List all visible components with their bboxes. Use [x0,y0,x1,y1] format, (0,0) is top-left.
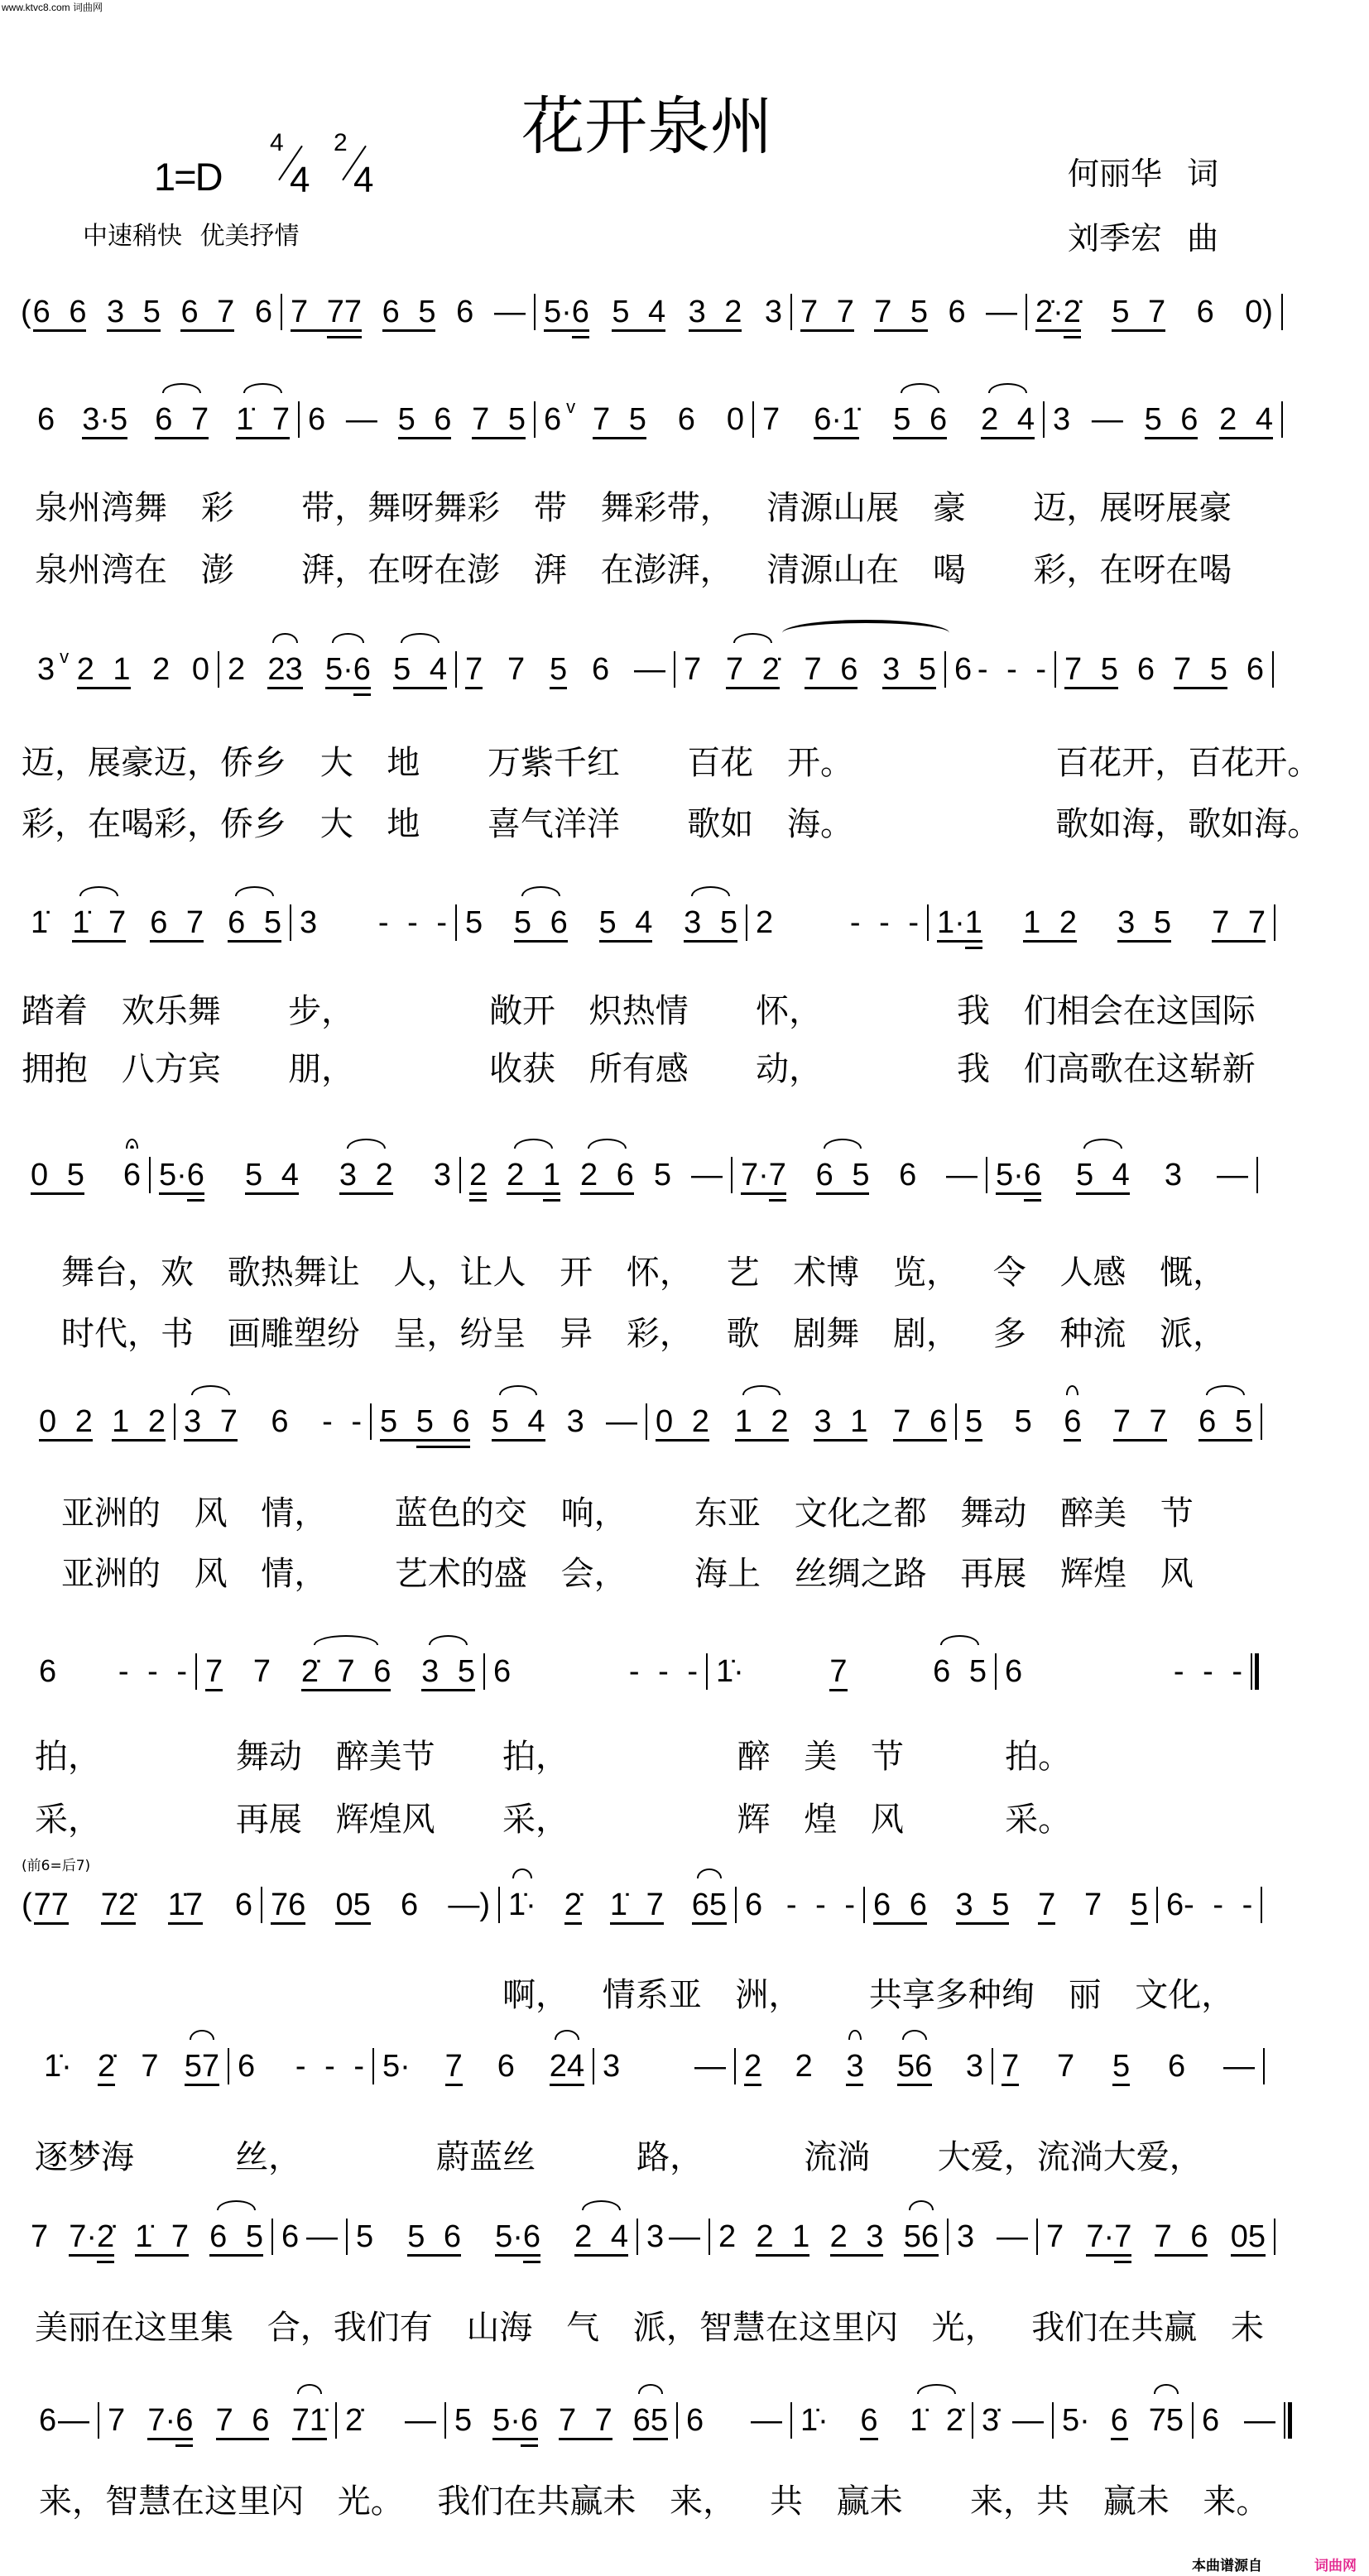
notes: 5 [356,2219,374,2254]
notes: 2 [469,1158,488,1192]
notes: 3 7 [184,1404,238,1439]
notes: 2 [718,2219,737,2254]
transposition-note: (前6=后7) [22,1858,91,1874]
notes: 6 [1166,1888,1184,1922]
notes: 5 [1014,1404,1032,1439]
notes: 2 [152,652,171,687]
notes: 5 [465,905,483,940]
sixteenth-notes: 6 [522,2219,541,2254]
notes: 3 5 [684,905,737,940]
notes: 1̇ 7 [72,905,127,940]
notes: - - [322,1404,362,1439]
notes: 3 [1053,402,1071,437]
notes: 1 2 [734,1404,789,1439]
notes: 7 [829,1654,848,1689]
notes: - - - [377,905,447,940]
sixteenth-notes: 6 [520,2403,539,2438]
notes: — [985,295,1017,329]
notes: 5 [965,1404,983,1439]
notes-part: 1· [937,905,965,940]
tempo-marking: 中速稍快 优美抒情 [83,222,300,251]
key-signature: 1=D [154,155,222,199]
notes: 2 1 [76,652,131,687]
notes: 2̇ [564,1888,582,1922]
lyric-line: 彩，在喝彩，侨乡 大 地 喜气洋洋 歌如 海。 歌如海，歌如海。 [22,805,1321,843]
notes: - - - [628,1654,698,1689]
notes: 6 [948,295,966,329]
notes: 7 [31,2219,49,2254]
lyric-line: 采， 再展 辉煌风 采， 辉 煌 风 采。 [35,1801,1072,1839]
notes: 6 [39,2403,57,2438]
notes: 6 [1246,652,1264,687]
bracket: ( [22,1888,32,1922]
notes: 3 1 [814,1404,868,1439]
notes: — [997,2219,1028,2254]
notes: 5 [454,2403,473,2438]
notes: 5 4 [1075,1158,1130,1192]
notes: 3 5 [107,295,161,329]
notes-part: 5· [324,652,353,687]
notes: 7 [684,652,702,687]
notes: 1̇· [716,1654,744,1689]
notes: 6 [493,1654,512,1689]
notes: 6·1̇ [814,402,860,437]
notes: 24 [549,2049,584,2084]
sixteenth-notes: 1 [964,905,982,940]
notes: 6 [122,1158,141,1192]
lyric-line: 亚洲的 风 情， 蓝色的交 响， 东亚 文化之都 舞动 醉美 节 [61,1494,1194,1533]
song-title: 花开泉州 [521,89,773,163]
notes: 6 [899,1158,917,1192]
notes: 1̇7 [167,1888,204,1922]
notes: 1̇ 7 [135,2219,190,2254]
notes: 6 5 [228,905,281,940]
notes: 7 2̇ [725,652,780,687]
notes: 5 4 [598,905,653,940]
notes: 6 7 [155,402,209,437]
notes: 6 5 [933,1654,987,1689]
notes: 6 [1136,652,1155,687]
sixteenth-notes: 6 [1023,1158,1041,1192]
notes: 6 7 [150,905,204,940]
notes: 3 [957,2219,975,2254]
notes: 6 [400,1888,419,1922]
notes: - - - [785,1888,855,1922]
notes: 2̇ [345,2403,363,2438]
notes: - - - [1184,1888,1253,1922]
lyric-line: 踏着 欢乐舞 步， 敞开 炽热情 怀， 我 们相会在这国际 [22,992,1256,1030]
notes: 6 [745,1888,763,1922]
notes: — [345,402,377,437]
lyric-line: 来，智慧在这里闪 光。 我们在共赢未 来， 共 赢未 来，共 赢未 来。 [39,2482,1270,2521]
lyric-line: 时代，书 画雕塑纷 呈，纷呈 异 彩， 歌 剧舞 剧， 多 种流 派， [61,1315,1227,1353]
notes: 2 4 [574,2219,628,2254]
notes: 7 5 [472,402,526,437]
notes: 1̇· [44,2049,72,2084]
time-signature-denominator: 4 [290,160,310,200]
notes: 6 [497,2049,515,2084]
notes: 71̇ [291,2403,327,2438]
notes: 7 [1057,2049,1075,2084]
bracket: ( [21,295,31,329]
notes: 56 [903,2219,939,2254]
notes: 5 6 [893,402,948,437]
lyric-line: 拥抱 八方宾 朋， 收获 所有感 动， 我 们高歌在这崭新 [22,1050,1256,1088]
notes: 7 [1038,1888,1056,1922]
notes: 5 7 [1112,295,1166,329]
notes: 57 [184,2049,219,2084]
notes: 2 [795,2049,813,2084]
notes: 6 [1064,1404,1082,1439]
notes: 3 [433,1158,451,1192]
lyric-line: 亚洲的 风 情， 艺术的盛 会， 海上 丝绸之路 再展 辉煌 风 [61,1555,1194,1593]
notes: 6 5 [815,1158,870,1192]
notes: 3 [603,2049,621,2084]
notes: — [58,2403,89,2438]
notes: 6 [544,402,562,437]
lyric-line: 逐梦海 丝， 蔚蓝丝 路， 流淌 大爱，流淌大爱， [35,2138,1203,2176]
notes: — [945,1158,978,1192]
notes: 7 6 [1154,2219,1208,2254]
notes: 5· [1062,2403,1090,2438]
notes: 3 5 [421,1654,475,1689]
notes: — [405,2403,436,2438]
notes: 1̇ [31,905,49,940]
lyric-line: 美丽在这里集 合，我们有 山海 气 派，智慧在这里闪 光， 我们在共赢 未 [35,2309,1265,2347]
notes: 7 7 [1112,1404,1167,1439]
notes: 5 4 [245,1158,299,1192]
notes: 3 5 [955,1888,1010,1922]
notes: 6 [39,1654,57,1689]
notes: 1 2 [112,1404,166,1439]
lyric-line: 啊， 情系亚 洲， 共享多种绚 丽 文化， [502,1976,1235,2014]
source-label: 本曲谱源自 [1192,2558,1262,2574]
notes: 2 [744,2049,762,2084]
notes: 1̇ 7 [609,1888,664,1922]
notes: 7 5 [1064,652,1118,687]
notes: 7 [444,2049,463,2084]
notes: 1̇ 2̇ [910,2403,963,2438]
notes: — [1091,402,1123,437]
notes: 0 2 [656,1404,709,1439]
notes: 6 [281,2219,300,2254]
notes: 2 [756,905,774,940]
notes: — [634,652,665,687]
notes-part: 2̇· [1035,295,1064,329]
notes: 5 6 [1144,402,1198,437]
notes-part: 5· [495,2219,523,2254]
notes: 2 [228,652,246,687]
lyric-line: 泉州湾舞 彩 带，舞呀舞彩 带 舞彩带， 清源山展 豪 迈，展呀展豪 [35,489,1232,527]
notes: 5 6 [407,2219,462,2254]
notes: 6 [234,1888,252,1922]
notes: 7 [1002,2049,1020,2084]
notes: — [1012,2403,1044,2438]
notes: 05 [1230,2219,1266,2254]
notes: 7 [1046,2219,1064,2254]
notes: 1 2 [1023,905,1077,940]
notes: — [306,2219,338,2254]
notes: 77 [33,1888,69,1922]
notes: 5 6 [513,905,568,940]
notes: 5 4 [491,1404,545,1439]
notes-part: 5· [544,295,572,329]
notes: 6 [1196,295,1214,329]
notes: 6 7 [180,295,235,329]
notes: 2 6 [579,1158,634,1192]
notes: — [1217,1158,1248,1192]
notes: 7 7 [558,2403,612,2438]
notes: 65 [691,1888,727,1922]
notes-part: 7· [1086,2219,1115,2254]
notes: — [690,1158,723,1192]
notes: 5 [1112,2049,1131,2084]
notes: 6 [1110,2403,1128,2438]
time-signature-denominator: 4 [353,160,374,200]
notes: 6 [37,402,55,437]
notes: 6 [456,295,474,329]
notes: 3 [764,295,782,329]
notes: 3 2 [688,295,742,329]
notes: 6 [308,402,326,437]
sixteenth-notes: 2̇ [1063,295,1081,329]
notes: 65 [632,2403,668,2438]
notes: 7 6 [215,2403,270,2438]
notes: — [493,295,526,329]
time-signature-numerator: 2 [334,129,348,156]
site-watermark: www.ktvc8.com 词曲网 [2,2,103,13]
notes: 2 3 [829,2219,884,2254]
notes: 6 [238,2049,256,2084]
notes: 6 [686,2403,704,2438]
notes: 6 [271,1404,289,1439]
notes: 5 [653,1158,671,1192]
notes: 3 [846,2049,864,2084]
notes: 3 [965,2049,983,2084]
sixteenth-notes: 1 [542,1158,560,1192]
sixteenth-notes: 6 [175,2403,194,2438]
source-site-name: 词曲网 [1314,2558,1357,2574]
notes-part: 2 [507,1158,543,1192]
notes: 2 4 [1219,402,1273,437]
notes: 1̇ 7 [236,402,290,437]
notes: - - - [849,905,919,940]
notes-part: 5· [996,1158,1024,1192]
sixteenth-notes: 5 6 [416,1404,470,1439]
notes-part: 7· [741,1158,769,1192]
notes: 3 5 [1117,905,1171,940]
notes: 3 [300,905,318,940]
sixteenth-notes: 7 [1114,2219,1132,2254]
notes: 5 4 [612,295,666,329]
notes: 0 5 [31,1158,84,1192]
notes: 2̇ [98,2049,116,2084]
notes: — [1223,2049,1255,2084]
notes: 0 2 [39,1404,93,1439]
lyricist-credit: 何丽华 词 [1068,156,1219,192]
notes: 72̇ [100,1888,136,1922]
notes: 3 [1164,1158,1182,1192]
notes: — [605,1404,637,1439]
notes: 7 7 [1212,905,1266,940]
notes: 3 [566,1404,584,1439]
notes-part: 5· [492,2403,521,2438]
notes: 7 [465,652,483,687]
notes: — [1244,2403,1275,2438]
lyric-line: 泉州湾在 澎 湃，在呀在澎 湃 在澎湃， 清源山在 喝 彩，在呀在喝 [35,551,1232,589]
notes: 7 [108,2403,126,2438]
notes: 7 [205,1654,223,1689]
notes-part: 7· [69,2219,98,2254]
notes: 6 5 [209,2219,263,2254]
time-signature-numerator: 4 [270,129,284,156]
sixteenth-notes: 6 [353,652,371,687]
notes: 6 5 [1198,1404,1252,1439]
notes: 0) [1245,295,1273,329]
notes: 3·5 [82,402,128,437]
notes: 7 6 [893,1404,947,1439]
notes: 3 [646,2219,665,2254]
notes: 6 6 [32,295,87,329]
notes: - - - [1173,1654,1242,1689]
notes: 75 [1148,2403,1184,2438]
notes: 7 7 [800,295,854,329]
notes: 6 [254,295,272,329]
notes-part: 5· [159,1158,187,1192]
notes: 7 [507,652,526,687]
notes: 7 5 [593,402,646,437]
sixteenth-notes: 7 [768,1158,786,1192]
notes: —) [448,1888,490,1922]
notes: 23 [267,652,303,687]
lyric-line: 舞台，欢 歌热舞让 人，让人 开 怀， 艺 术博 览， 令 人感 慨， [61,1254,1227,1292]
sixteenth-notes: 77 [326,295,362,329]
notes-part: 7 [291,295,327,329]
notes: 6 [1202,2403,1220,2438]
notes: 6 [860,2403,878,2438]
notes-part: 5 [380,1404,416,1439]
notes: 0 [191,652,209,687]
notes: 6 [592,652,610,687]
sixteenth-notes: 6 [186,1158,204,1192]
breath-mark: v [60,646,70,667]
lyric-line: 拍， 舞动 醉美节 拍， 醉 美 节 拍。 [35,1738,1072,1776]
notes: 6 6 [873,1888,927,1922]
notes: 5 6 [397,402,452,437]
notes: 3 [37,652,55,687]
notes: 2̇ 7 6 [300,1654,391,1689]
notes: 7 [252,1654,271,1689]
notes: 05 [335,1888,371,1922]
notes: 1̇· [508,1888,536,1922]
breath-mark: v [566,396,576,417]
notes: 7 [762,402,781,437]
notes: 7 5 [1174,652,1227,687]
notes: - - - [295,2049,364,2084]
notes: 7 5 [874,295,929,329]
notes: — [694,2049,726,2084]
lyric-line: 迈，展豪迈，侨乡 大 地 万紫千红 百花 开。 百花开，百花开。 [22,744,1321,782]
notes: 3̇ [982,2403,1000,2438]
notes: 6 [954,652,973,687]
notes: — [669,2219,700,2254]
composer-credit: 刘季宏 曲 [1068,220,1219,257]
notes: 3 5 [882,652,936,687]
notes: 3 2 [339,1158,393,1192]
sixteenth-notes: 2̇ [97,2219,115,2254]
notes: 0 [726,402,744,437]
notes: 5 [550,652,568,687]
notes: 76 [271,1888,306,1922]
notes: 7 [1083,1888,1102,1922]
notes: — [751,2403,782,2438]
notes: 2 4 [981,402,1035,437]
notes: 56 [897,2049,933,2084]
notes: - - - [118,1654,187,1689]
notes: 6 5 [382,295,436,329]
notes: 7 6 [804,652,858,687]
notes: 6 [677,402,695,437]
notes: 5 4 [393,652,447,687]
notes: - - - [977,652,1046,687]
notes: 6 [1168,2049,1186,2084]
notes-part: 7· [147,2403,176,2438]
notes: 5 [1130,1888,1148,1922]
notes: 5· [382,2049,411,2084]
notes: 2 1 [756,2219,810,2254]
notes: 1̇· [800,2403,829,2438]
notes: 7 [141,2049,159,2084]
sixteenth-notes: 6 [571,295,589,329]
notes: 6 [1005,1654,1023,1689]
